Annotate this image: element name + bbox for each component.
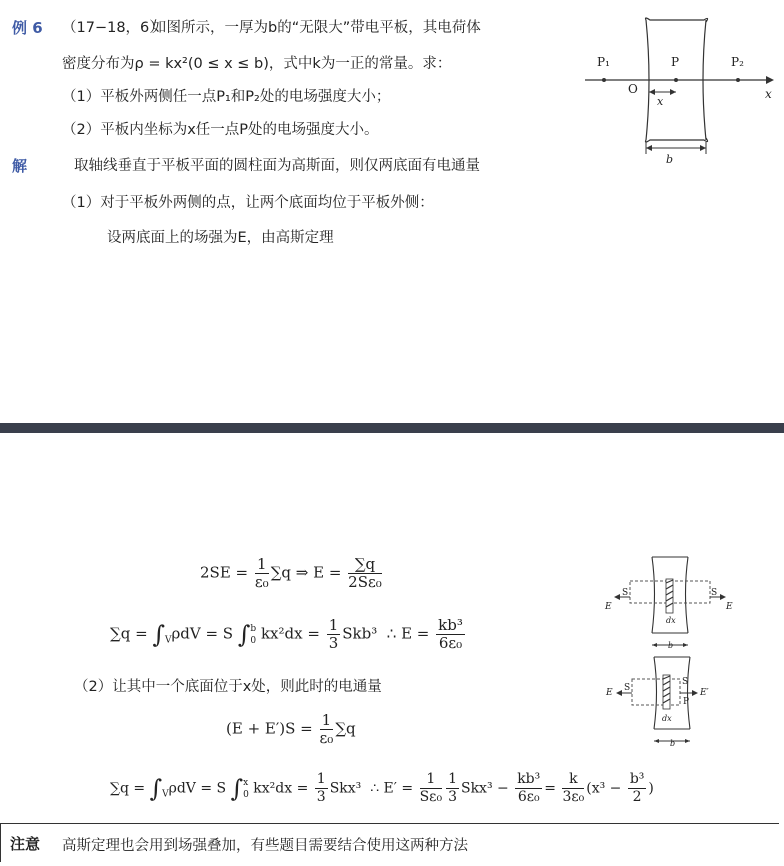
mid-s-left: S [622, 588, 629, 598]
equation-3: (E + E′)S = $\frac{1}{\text{ε₀}}$ ∑q [226, 711, 356, 747]
problem-line-1: 如图所示，一厚为b的“无限大”带电平板，其电荷体 [152, 20, 481, 36]
example-label: 例 6 [12, 19, 43, 37]
mid-s-right: S [711, 588, 718, 598]
problem-line-2: 密度分布为ρ = kx²(0 ≤ x ≤ b)，式中k为一正的常量。求： [62, 56, 452, 72]
low-p: P [683, 697, 690, 707]
equation-2: $\sum q = \int_V\rho dV = S$ ∫ b 0 kx²dx = $\frac{1}{3}$ Skb³ ∴ E = $\frac{\text{kb³}}{\text{6ε₀}}$ [110, 616, 463, 652]
x-axis-label: x [765, 87, 772, 101]
mid-b: b [668, 641, 674, 650]
point-p2-label: P₂ [731, 55, 744, 69]
section-divider [0, 423, 784, 433]
solution-part-1b: 设两底面上的场强为E，由高斯定理 [107, 230, 334, 246]
question-1: （1）平板外两侧任一点P₁和P₂处的电场强度大小； [62, 89, 391, 105]
note-text: 高斯定理也会用到场强叠加，有些题目需要结合使用这两种方法 [62, 838, 468, 854]
slab-figure [580, 10, 780, 170]
question-2: （2）平板内坐标为x任一点P处的电场强度大小。 [62, 122, 379, 138]
solution-line-1: 取轴线垂直于平板平面的圆柱面为高斯面，则仅两底面有电通量 [74, 158, 480, 174]
equation-4: $\sum q = \int_V\rho dV = S$ ∫ x 0 kx²dx = $\frac{1}{3}$ Skx³ ∴ E′ = $\frac{1}{\text{Sε₀}}$ $\frac{1}{3}$ Skx³ − $\frac{\text{kb³}}{\text{6ε₀}}$ = $\frac{k}{\text{3ε₀}}$ (x³ − $\frac{\text{b³}}{2}$ ) [110, 771, 654, 805]
low-b: b [670, 739, 676, 748]
solution-label: 解 [12, 157, 28, 175]
b-dim-label: b [666, 153, 674, 166]
solution-part-1: （1）对于平板外两侧的点，让两个底面均位于平板外侧： [62, 195, 434, 211]
equation-1: 2SE = $\frac{1}{\text{ε₀}}$ ∑q ⇒ E = $\frac{\sum q}{\text{2Sε₀}}$ [200, 555, 382, 591]
low-s-right: S [682, 677, 689, 687]
mid-dx: dx [666, 616, 676, 625]
solution-part-2: （2）让其中一个底面位于x处，则此时的电通量 [74, 679, 382, 695]
note-label: 注意 [10, 835, 41, 853]
mid-e-right: E [726, 602, 733, 612]
low-s-left: S [624, 683, 631, 693]
low-dx: dx [662, 714, 672, 723]
problem-source: （17−18，6） [62, 20, 164, 36]
origin-label: O [628, 82, 638, 96]
low-e-left: E [606, 688, 613, 698]
mid-e-left: E [605, 602, 612, 612]
note-box [0, 823, 779, 862]
point-p1-label: P₁ [597, 55, 610, 69]
low-e-right: E′ [700, 688, 709, 698]
x-dim-label: x [657, 95, 664, 108]
point-p-label: P [671, 55, 680, 69]
